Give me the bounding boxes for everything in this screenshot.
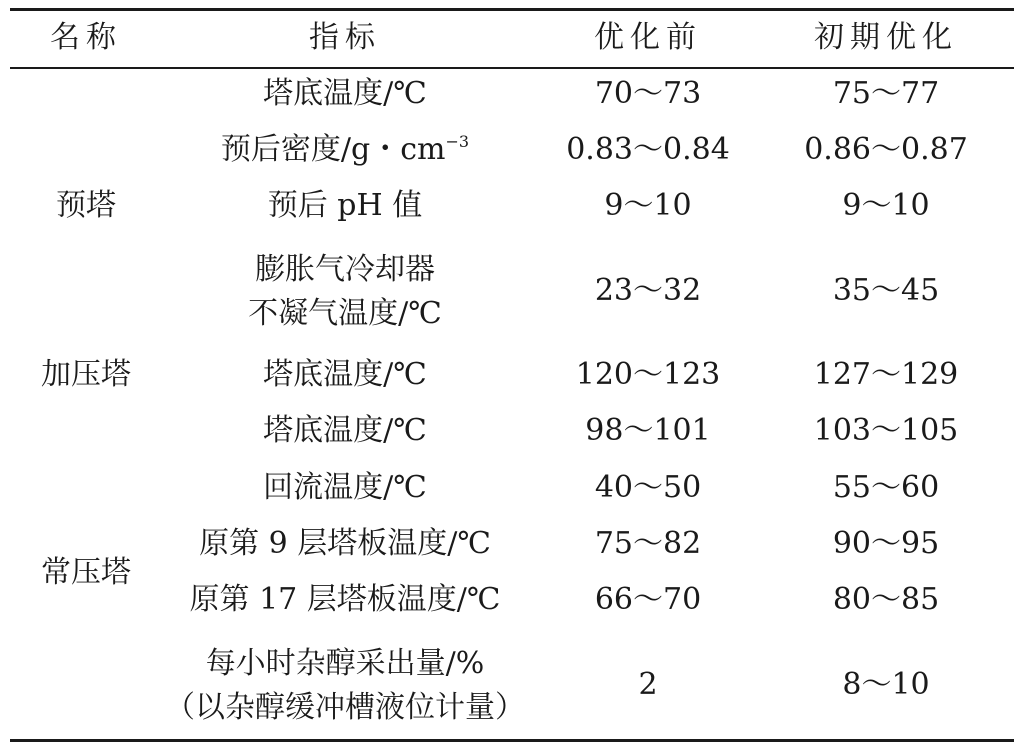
initial-cell: 8～10 xyxy=(842,667,930,702)
before-cell: 120～123 xyxy=(575,357,721,392)
indicator-line: 不凝气温度/℃ xyxy=(248,296,442,331)
header-name: 名称 xyxy=(50,20,122,55)
indicator-cell: 塔底温度/℃ xyxy=(263,413,427,448)
indicator-line: 膨胀气冷却器 xyxy=(254,252,435,287)
before-cell: 40～50 xyxy=(594,470,702,505)
initial-cell: 9～10 xyxy=(842,188,930,223)
bottom-rule xyxy=(10,739,1014,742)
indicator-cell: 预后 pH 值 xyxy=(267,188,423,223)
initial-cell: 55～60 xyxy=(832,470,940,505)
header-before: 优化前 xyxy=(594,20,702,55)
before-cell: 70～73 xyxy=(594,76,702,111)
before-cell: 23～32 xyxy=(594,273,702,308)
indicator-cell xyxy=(165,642,525,730)
before-cell: 9～10 xyxy=(604,188,692,223)
before-cell: 2 xyxy=(638,667,658,702)
header-initial: 初期优化 xyxy=(814,20,958,55)
indicator-cell: 原第 9 层塔板温度/℃ xyxy=(199,526,491,561)
before-cell: 98～101 xyxy=(585,413,711,448)
initial-cell: 0.86～0.87 xyxy=(804,132,968,167)
initial-cell: 35～45 xyxy=(832,273,940,308)
group-label: 预塔 xyxy=(56,188,116,223)
indicator-cell: 塔底温度/℃ xyxy=(263,357,427,392)
initial-cell: 127～129 xyxy=(813,357,959,392)
header-indicator: 指标 xyxy=(309,20,381,55)
indicator-line: 每小时杂醇采出量/% xyxy=(205,646,485,681)
group-label: 常压塔 xyxy=(41,555,131,590)
indicator-cell: 塔底温度/℃ xyxy=(263,76,427,111)
initial-cell: 90～95 xyxy=(832,526,940,561)
initial-cell: 103～105 xyxy=(813,413,959,448)
indicator-cell: 回流温度/℃ xyxy=(263,470,427,505)
top-rule xyxy=(10,8,1014,11)
indicator-cell xyxy=(248,248,442,336)
header-rule xyxy=(10,67,1014,69)
indicator-line: （以杂醇缓冲槽液位计量） xyxy=(165,690,525,725)
before-cell: 75～82 xyxy=(594,526,702,561)
before-cell: 66～70 xyxy=(594,582,702,617)
before-cell: 0.83～0.84 xyxy=(566,132,730,167)
indicator-cell: 原第 17 层塔板温度/℃ xyxy=(189,582,501,617)
indicator-text: 预后密度/g・cm xyxy=(220,132,446,167)
indicator-superscript: −3 xyxy=(445,132,470,151)
group-label: 加压塔 xyxy=(41,357,131,392)
indicator-cell xyxy=(221,128,469,172)
initial-cell: 80～85 xyxy=(832,582,940,617)
initial-cell: 75～77 xyxy=(832,76,940,111)
